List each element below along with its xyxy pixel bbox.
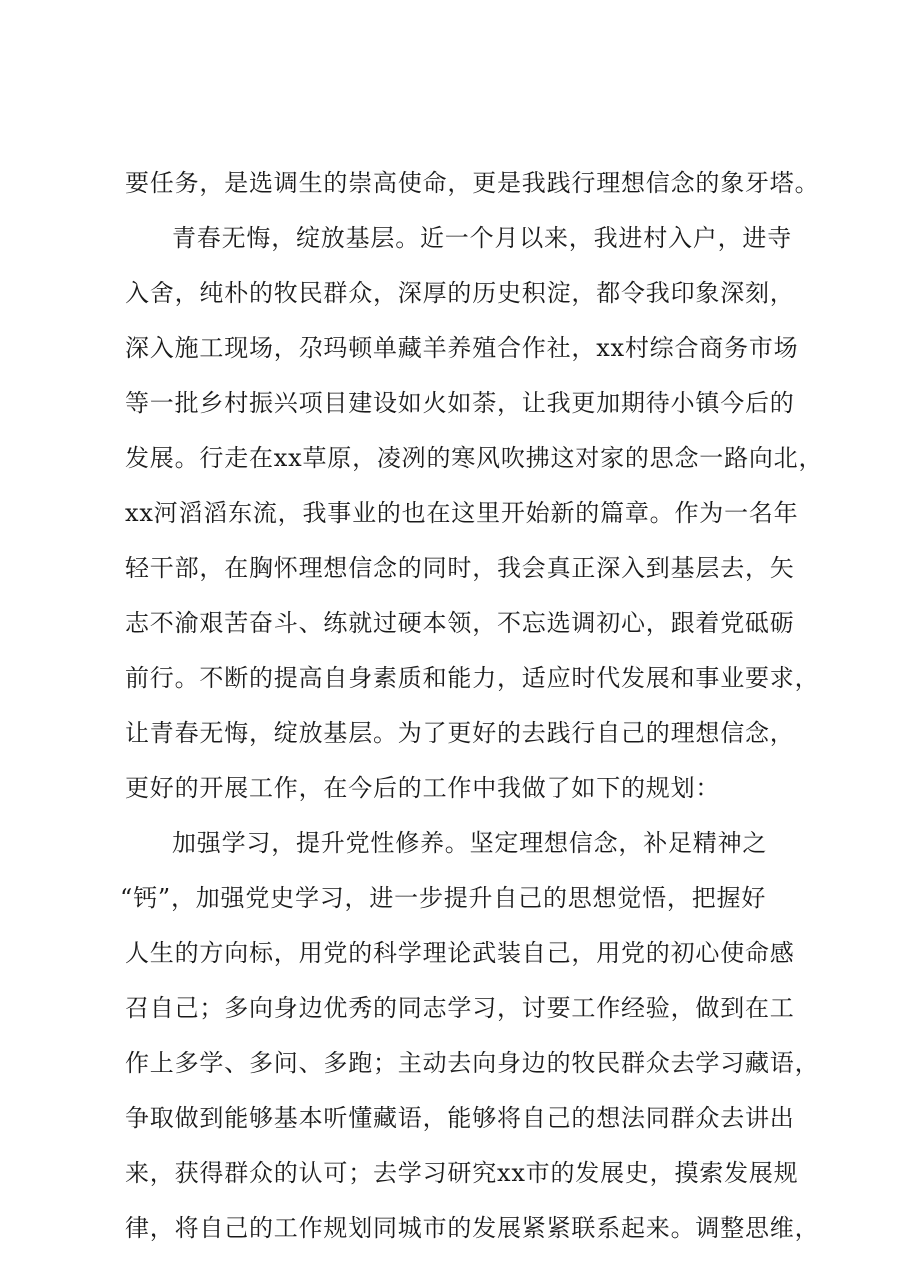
text-line: 人生的方向标，用党的科学理论武装自己，用党的初心使命感 [125, 939, 795, 967]
text-line: 发展。行走在xx草原，凌冽的寒风吹拂这对家的思念一路向北， [125, 444, 824, 472]
text-line: 青春无悔，绽放基层。近一个月以来，我进村入户，进寺 [172, 224, 792, 252]
text-line: 要任务，是选调生的崇高使命，更是我践行理想信念的象牙塔。 [125, 169, 820, 197]
text-line: xx河滔滔东流，我事业的也在这里开始新的篇章。作为一名年 [125, 499, 799, 527]
text-line: 律，将自己的工作规划同城市的发展紧紧联系起来。调整思维， [125, 1214, 820, 1242]
text-line: 让青春无悔，绽放基层。为了更好的去践行自己的理想信念， [125, 719, 795, 747]
text-line: “钙”，加强党史学习，进一步提升自己的思想觉悟，把握好 [120, 884, 767, 912]
text-line: 等一批乡村振兴项目建设如火如荼，让我更加期待小镇今后的 [125, 389, 795, 417]
text-line: 志不渝艰苦奋斗、练就过硬本领，不忘选调初心，跟着党砥砺 [125, 609, 795, 637]
text-line: 深入施工现场，尕玛顿单藏羊养殖合作社，xx村综合商务市场 [125, 334, 799, 362]
text-line: 作上多学、多问、多跑；主动去向身边的牧民群众去学习藏语， [125, 1049, 820, 1077]
text-line: 来，获得群众的认可；去学习研究xx市的发展史，摸索发展规 [125, 1159, 799, 1187]
text-line: 争取做到能够基本听懂藏语，能够将自己的想法同群众去讲出 [125, 1104, 795, 1132]
text-line: 轻干部，在胸怀理想信念的同时，我会真正深入到基层去，矢 [125, 554, 795, 582]
text-line: 更好的开展工作，在今后的工作中我做了如下的规划： [125, 774, 721, 802]
text-line: 召自己；多向身边优秀的同志学习，讨要工作经验，做到在工 [125, 994, 795, 1022]
text-line: 入舍，纯朴的牧民群众，深厚的历史积淀，都令我印象深刻， [125, 279, 795, 307]
text-line: 加强学习，提升党性修养。坚定理想信念，补足精神之 [172, 829, 768, 857]
text-line: 前行。不断的提高自身素质和能力，适应时代发展和事业要求， [125, 664, 820, 692]
